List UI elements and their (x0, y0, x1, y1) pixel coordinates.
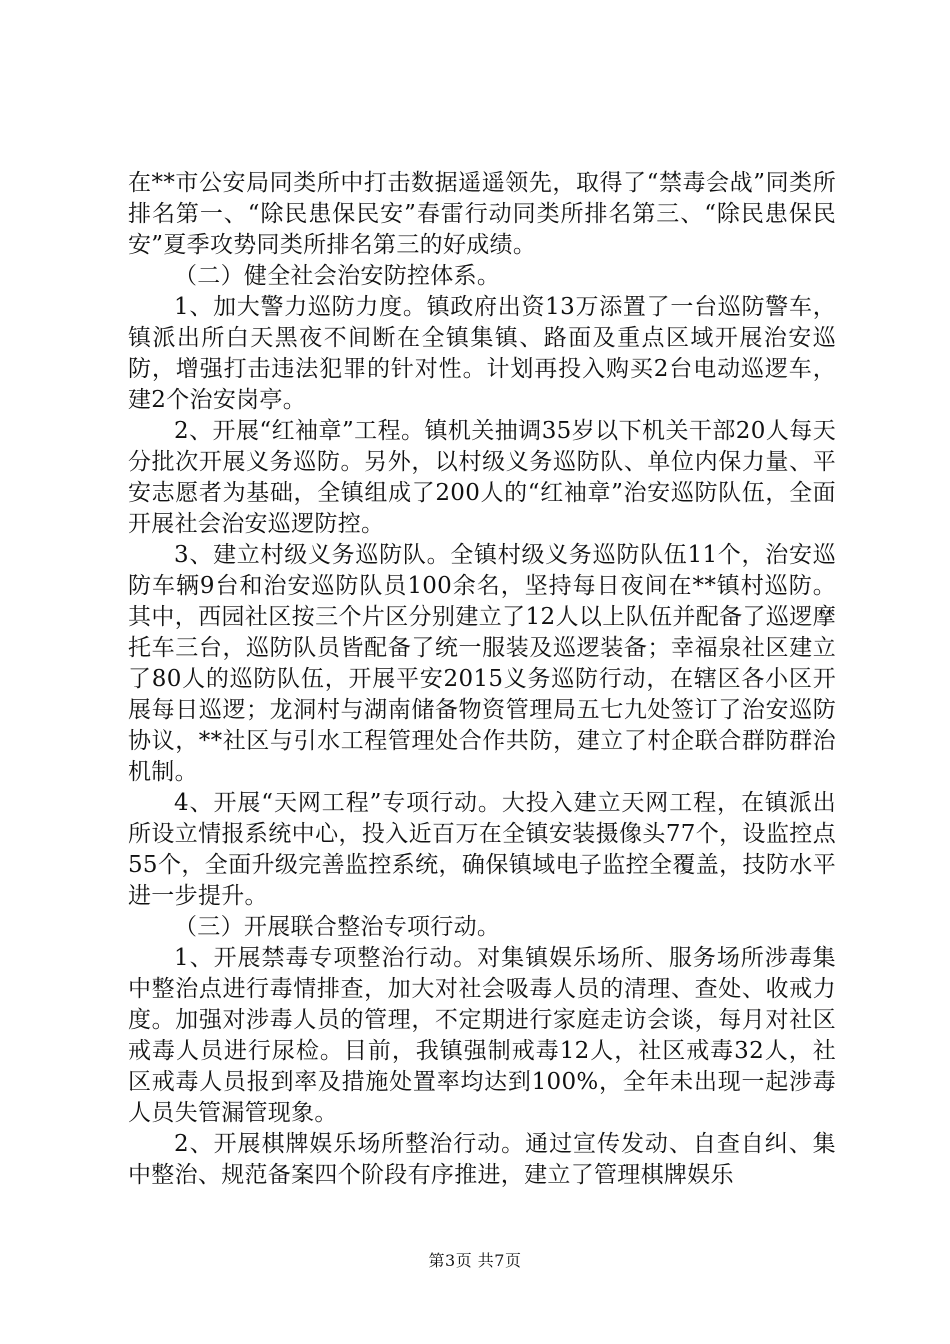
paragraph-skynet: 4、开展“天网工程”专项行动。大投入建立天网工程，在镇派出所设立情报系统中心，投入近百万在全镇安装摄像头77个，设监控点55个，全面升级完善监控系统，确保镇域电子监控全覆盖，技防水平进一步提升。 (128, 790, 836, 909)
paragraph-continuation: 在**市公安局同类所中打击数据遥遥领先，取得了“禁毒会战”同类所排名第一、“除民患保民安”春雷行动同类所排名第三、“除民患保民安”夏季攻势同类所排名第三的好成绩。 (128, 170, 836, 258)
page-footer: 第3页 共7页 (428, 1251, 522, 1270)
paragraph-patrol-force: 1、加大警力巡防力度。镇政府出资13万添置了一台巡防警车，镇派出所白天黑夜不间断在全镇集镇、路面及重点区域开展治安巡防，增强打击违法犯罪的针对性。计划再投入购买2台电动巡逻车，建2个治安岗亭。 (128, 294, 836, 413)
section-heading-3: （三）开展联合整治专项行动。 (174, 914, 501, 940)
section-heading-2: （二）健全社会治安防控体系。 (174, 263, 501, 289)
paragraph-village-patrol: 3、建立村级义务巡防队。全镇村级义务巡防队伍11个，治安巡防车辆9台和治安巡防队员100余名，坚持每日夜间在**镇村巡防。其中，西园社区按三个片区分别建立了12人以上队伍并配备了巡逻摩托车三台，巡防队员皆配备了统一服装及巡逻装备；幸福泉社区建立了80人的巡防队伍，开展平安2015义务巡防行动，在辖区各小区开展每日巡逻；龙洞村与湖南储备物资管理局五七九处签订了治安巡防协议，**社区与引水工程管理处合作共防，建立了村企联合群防群治机制。 (128, 542, 836, 785)
document-body (128, 168, 836, 1191)
paragraph-anti-drug: 1、开展禁毒专项整治行动。对集镇娱乐场所、服务场所涉毒集中整治点进行毒情排查，加大对社会吸毒人员的清理、查处、收戒力度。加强对涉毒人员的管理，不定期进行家庭走访会谈，每月对社区戒毒人员进行尿检。目前，我镇强制戒毒12人，社区戒毒32人，社区戒毒人员报到率及措施处置率均达到100%，全年未出现一起涉毒人员失管漏管现象。 (128, 945, 836, 1126)
paragraph-chess-card: 2、开展棋牌娱乐场所整治行动。通过宣传发动、自查自纠、集中整治、规范备案四个阶段有序推进，建立了管理棋牌娱乐 (128, 1131, 836, 1188)
paragraph-red-armband: 2、开展“红袖章”工程。镇机关抽调35岁以下机关干部20人每天分批次开展义务巡防。另外，以村级义务巡防队、单位内保力量、平安志愿者为基础，全镇组成了200人的“红袖章”治安巡防队伍，全面开展社会治安巡逻防控。 (128, 418, 836, 537)
